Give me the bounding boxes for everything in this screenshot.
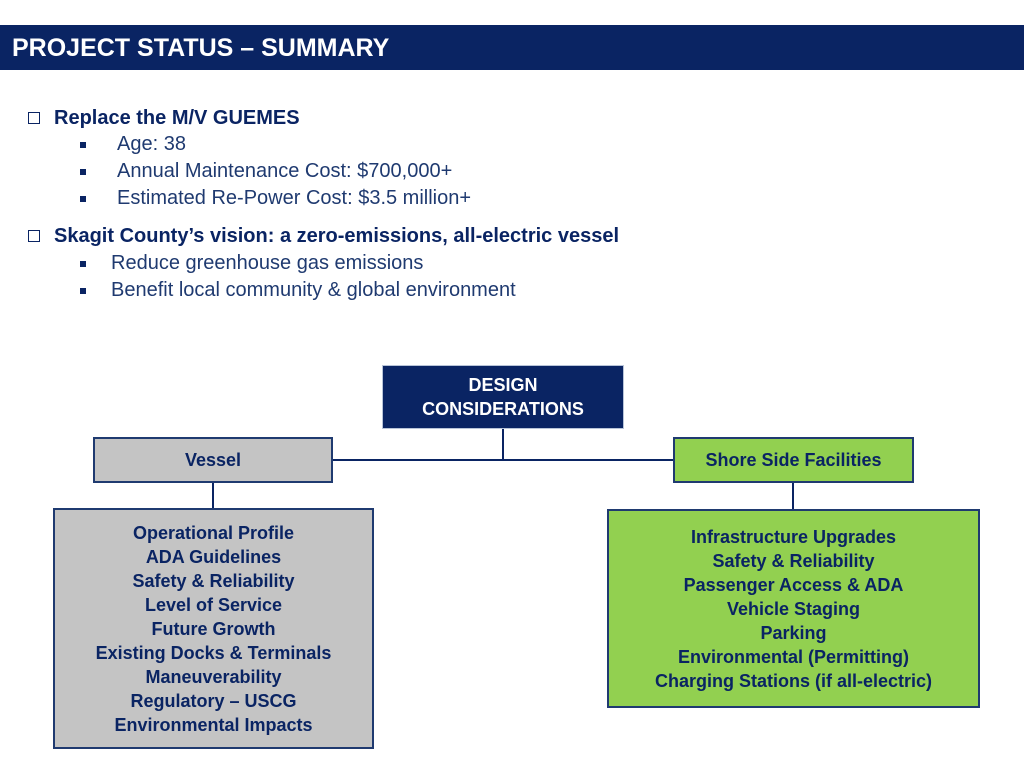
vessel-label: Vessel [184, 449, 242, 470]
bullet-heading [28, 224, 1008, 248]
title-bar [0, 25, 1024, 70]
vessel-item: ADA Guidelines [145, 546, 282, 567]
connector-root-down [502, 429, 504, 460]
sub-bullet-text: Benefit local community & global environment [111, 279, 516, 301]
bullet-group-2 [28, 224, 1008, 304]
sub-bullet-text: Annual Maintenance Cost: $700,000+ [117, 160, 453, 182]
shore-item: Environmental (Permitting) [677, 646, 909, 667]
sub-bullet [28, 277, 1008, 304]
vessel-item: Environmental Impacts [114, 714, 313, 735]
vessel-node [93, 437, 333, 483]
sub-bullet [28, 158, 1008, 185]
vessel-item: Existing Docks & Terminals [95, 642, 332, 663]
vessel-item: Level of Service [144, 594, 283, 615]
sub-bullet-text: Age: 38 [117, 133, 186, 155]
checkbox-bullet-icon [28, 112, 40, 124]
sub-bullet-text: Estimated Re-Power Cost: $3.5 million+ [117, 187, 472, 209]
vessel-item: Safety & Reliability [132, 570, 295, 591]
vessel-item: Future Growth [151, 618, 276, 639]
connector-shore-down [792, 483, 794, 510]
bullet-group-1 [28, 106, 1008, 212]
bullet-heading-text: Skagit County’s vision: a zero-emissions, all-electric vessel [54, 225, 620, 247]
square-bullet-icon [80, 142, 86, 148]
shore-considerations-box [607, 509, 980, 708]
checkbox-bullet-icon [28, 230, 40, 242]
shore-label: Shore Side Facilities [705, 449, 882, 470]
page-title: PROJECT STATUS – SUMMARY [12, 34, 390, 62]
design-line-2: CONSIDERATIONS [422, 399, 584, 419]
sub-bullet [28, 250, 1008, 277]
shore-item: Safety & Reliability [712, 550, 875, 571]
square-bullet-icon [80, 261, 86, 267]
shore-item: Infrastructure Upgrades [690, 526, 897, 547]
vessel-item: Regulatory – USCG [130, 690, 297, 711]
connector-horizontal [333, 459, 673, 461]
bullet-heading [28, 106, 1008, 130]
connector-vessel-down [212, 483, 214, 509]
shore-item: Vehicle Staging [726, 598, 861, 619]
vessel-item: Maneuverability [145, 666, 282, 687]
bullet-heading-text: Replace the M/V GUEMES [54, 107, 300, 129]
shore-side-facilities-node [673, 437, 914, 483]
sub-bullet [28, 131, 1008, 158]
sub-bullet-text: Reduce greenhouse gas emissions [111, 252, 424, 274]
shore-item: Charging Stations (if all-electric) [654, 670, 933, 691]
bullet-list [28, 106, 1008, 304]
vessel-item: Operational Profile [132, 522, 295, 543]
design-considerations-node [382, 365, 624, 429]
square-bullet-icon [80, 288, 86, 294]
vessel-considerations-box [53, 508, 374, 749]
square-bullet-icon [80, 169, 86, 175]
shore-item: Passenger Access & ADA [683, 574, 904, 595]
shore-item: Parking [760, 622, 827, 643]
sub-bullet [28, 185, 1008, 212]
square-bullet-icon [80, 196, 86, 202]
design-line-1: DESIGN [468, 375, 538, 395]
